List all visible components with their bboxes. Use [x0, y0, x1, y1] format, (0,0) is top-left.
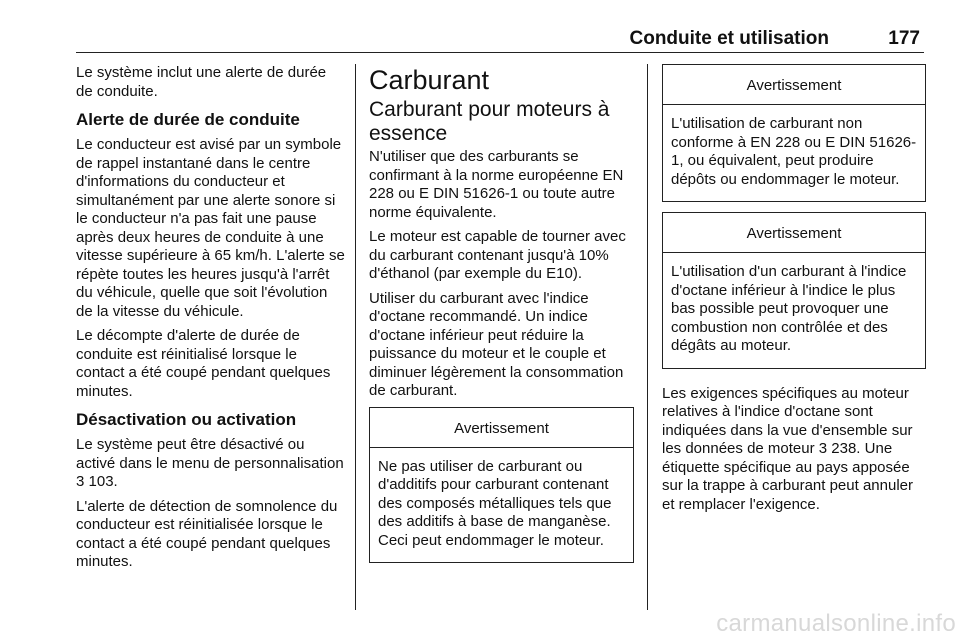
column-right — [662, 64, 926, 520]
paragraph-deactivation: Le système peut être désactivé ou activé dans le menu de personnalisation 3 103. — [76, 436, 344, 490]
paragraph-fuel-standard: N'utiliser que des carburants se confirmant à la norme européenne EN 228 ou E DIN 51626-1 ou toute autre norme équivalente. — [369, 148, 624, 221]
paragraph-alert-reset: Le décompte d'alerte de durée de conduite est réinitialisé lorsque le contact a été coupé pendant quelques minutes. — [76, 327, 331, 400]
column-divider-1 — [355, 64, 356, 610]
warning-text: L'utilisation de carburant non conforme à EN 228 ou E DIN 51626-1, ou équivalent, peut produire dépôts ou endommager le moteur. — [671, 115, 917, 188]
warning-box-nonconforming — [662, 64, 926, 202]
warning-text: Ne pas utiliser de carburant ou d'additifs pour carburant contenant des composés métalliques tels que des additifs à base de manganèse. Ceci peut endommager le moteur. — [378, 457, 612, 549]
section-title: Conduite et utilisation — [629, 28, 829, 49]
paragraph-octane: Utiliser du carburant avec l'indice d'octane recommandé. Un indice d'octane inférieur peut réduire la puissance du moteur et le couple et diminuer légèrement la consommation de carburant. — [369, 289, 624, 399]
column-middle — [369, 64, 634, 573]
paragraph-drowsiness-reset: L'alerte de détection de somnolence du conducteur est réinitialisée lorsque le contact a été coupé pendant quelques minutes. — [76, 497, 338, 570]
warning-title: Avertissement — [370, 408, 633, 448]
warning-box-additives — [369, 407, 634, 564]
intro-paragraph: Le système inclut une alerte de durée de conduite. — [76, 64, 327, 100]
heading-deactivation: Désactivation ou activation — [76, 410, 297, 429]
warning-title: Avertissement — [663, 213, 925, 253]
paragraph-ethanol: Le moteur est capable de tourner avec du carburant contenant jusqu'à 10% d'éthanol (par exemple du E10). — [369, 228, 626, 282]
heading-petrol-fuel: Carburant pour moteurs à essence — [369, 98, 610, 145]
paragraph-octane-requirements: Les exigences spécifiques au moteur relatives à l'indice d'octane sont indiquées dans la vue d'ensemble sur les données de moteur 3 238. Une étiquette spécifique au pays apposée sur la trappe à carburant peut annuler et remplacer l'exigence. — [662, 384, 913, 513]
page-header — [76, 26, 924, 53]
paragraph-alert-description: Le conducteur est avisé par un symbole de rappel instantané dans le centre d'informations du conducteur et simultanément par une alerte sonore si le conducteur n'a pas fait une pause après deux heures de conduite à une vitesse supérieure à 65 km/h. L'alerte se répète toutes les heures jusqu'à l'arrêt du véhicule, quelle que soit l'évolution de la vitesse du véhicule. — [76, 136, 345, 320]
warning-box-octane — [662, 212, 926, 369]
warning-text: L'utilisation d'un carburant à l'indice d'octane inférieur à l'indice le plus bas possible peut provoquer une combustion non contrôlée et des dégâts au moteur. — [671, 263, 907, 354]
watermark-text: carmanualsonline.info — [716, 610, 956, 637]
page-number: 177 — [888, 28, 920, 49]
column-divider-2 — [647, 64, 648, 610]
heading-fuel: Carburant — [369, 65, 490, 95]
heading-driving-time-alert: Alerte de durée de conduite — [76, 110, 300, 129]
warning-title: Avertissement — [663, 65, 925, 105]
column-left — [76, 64, 346, 578]
